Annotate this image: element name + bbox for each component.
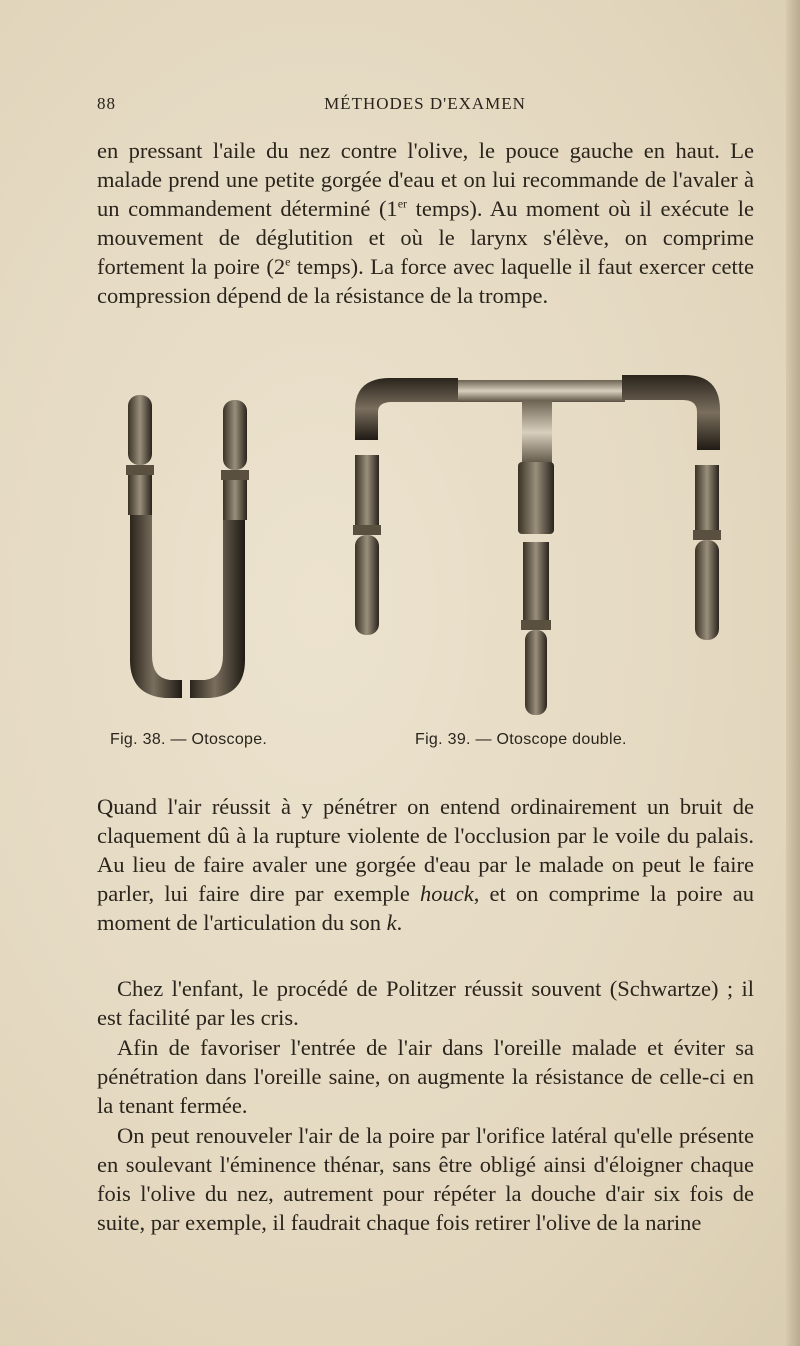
figure-38-caption: Fig. 38. — Otoscope. (110, 731, 268, 748)
paragraph-1: en pressant l'aile du nez contre l'olive, le pouce gauche en haut. Le malade prend une petite gorgée d'eau et on lui recommande de l'avaler à un commandement déterminé (1er temps). Au moment où il exécute le mouvement de déglutition et où le larynx s'élève, on comprime fortement la poire (2e temps). La force avec laquelle il faut exercer cette compression dépend de la résistance de la trompe. (97, 138, 754, 308)
figure-39-caption: Fig. 39. — Otoscope double. (415, 731, 627, 748)
running-head: MÉTHODES D'EXAMEN (324, 94, 526, 113)
otoscope-illustration (110, 390, 270, 710)
paragraph-5: On peut renouveler l'air de la poire par l'orifice latéral qu'elle présente en soulevant l'éminence thénar, sans être obligé ainsi d'éloigner chaque fois l'olive du nez, autrement pour répéter la douche d'air six fois de suite, par exemple, il faudrait chaque fois retirer l'olive de la narine (97, 1123, 754, 1235)
paragraph-3: Chez l'enfant, le procédé de Politzer réussit souvent (Schwartze) ; il est facilité par les cris. (97, 976, 754, 1030)
double-otoscope-illustration (340, 370, 730, 720)
page-number: 88 (97, 94, 116, 113)
paragraph-4: Afin de favoriser l'entrée de l'air dans l'oreille malade et éviter sa pénétration dans l'oreille saine, on augmente la résistance de celle-ci en la tenant fermée. (97, 1035, 754, 1118)
page-header (97, 94, 753, 118)
paragraph-2: Quand l'air réussit à y pénétrer on entend ordinairement un bruit de claquement dû à la rupture violente de l'occlusion par le voile du palais. Au lieu de faire avaler une gorgée d'eau par le malade on peut le faire parler, lui faire dire par exemple houck, et on comprime la poire au moment de l'articulation du son k. (97, 794, 754, 935)
page-edge-shadow (786, 0, 800, 1346)
